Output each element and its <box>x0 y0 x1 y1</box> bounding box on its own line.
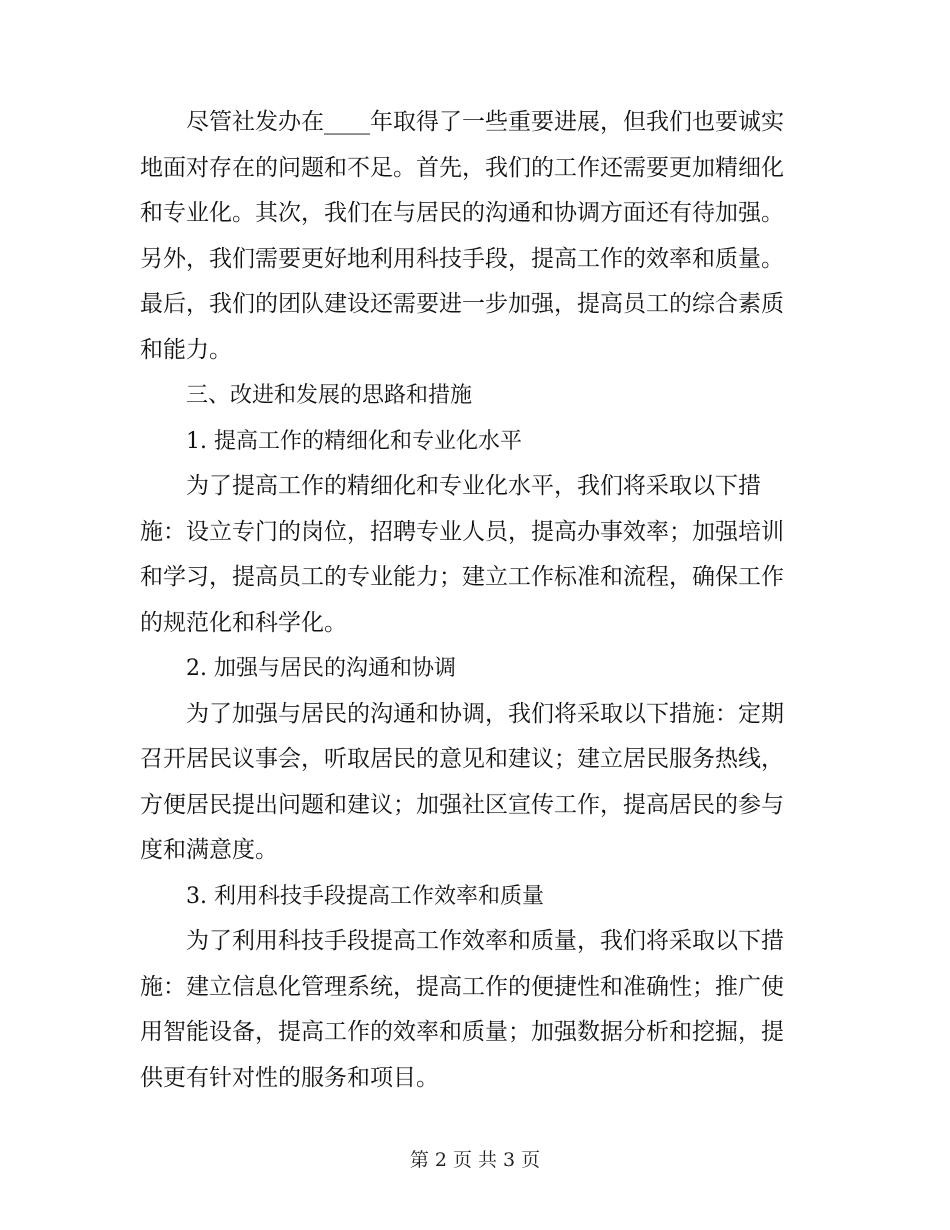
paragraph-measure-2 <box>140 692 800 874</box>
text-line: 为了加强与居民的沟通和协调，我们将采取以下措施：定期 <box>186 700 784 727</box>
document-body <box>140 100 800 1101</box>
text-line: 另外，我们需要更好地利用科技手段，提高工作的效率和质量。 <box>140 245 784 272</box>
text-line: 为了提高工作的精细化和专业化水平，我们将采取以下措 <box>186 473 761 499</box>
text-line: 方便居民提出问题和建议；加强社区宣传工作，提高居民的参与 <box>140 791 784 818</box>
subsection-heading-2: 2. 加强与居民的沟通和协调 <box>186 656 456 681</box>
text-line: 和学习，提高员工的专业能力；建立工作标准和流程，确保工作 <box>140 564 784 590</box>
text-line: 的规范化和科学化。 <box>140 609 347 636</box>
page-footer: 第 2 页 共 3 页 <box>409 1149 541 1171</box>
subsection-heading-1: 1. 提高工作的精细化和专业化水平 <box>186 428 522 454</box>
section-heading: 三、改进和发展的思路和措施 <box>186 383 473 408</box>
text-line: 度和满意度。 <box>140 837 278 863</box>
text-line: 用智能设备，提高工作的效率和质量；加强数据分析和挖掘，提 <box>140 1019 784 1045</box>
text-line: 施：设立专门的岗位，招聘专业人员，提高办事效率；加强培训 <box>140 518 784 545</box>
text-line: 供更有针对性的服务和项目。 <box>140 1064 439 1091</box>
text-line: 地面对存在的问题和不足。首先，我们的工作还需要更加精细化 <box>140 154 784 181</box>
paragraph-measure-3 <box>140 919 800 1101</box>
subsection-heading-3: 3. 利用科技手段提高工作效率和质量 <box>186 883 544 909</box>
text-line: 和专业化。其次，我们在与居民的沟通和协调方面还有待加强。 <box>140 200 784 226</box>
paragraph-measure-1 <box>140 464 800 646</box>
text-line: 和能力。 <box>140 336 232 363</box>
paragraph-problems <box>140 100 800 373</box>
text-line: 施：建立信息化管理系统，提高工作的便捷性和准确性；推广使 <box>140 973 784 1000</box>
text-line: 召开居民议事会，听取居民的意见和建议；建立居民服务热线， <box>140 746 784 772</box>
text-line: 尽管社发办在____年取得了一些重要进展，但我们也要诚实 <box>186 109 784 135</box>
text-line: 为了利用科技手段提高工作效率和质量，我们将采取以下措 <box>186 928 784 954</box>
text-line: 最后，我们的团队建设还需要进一步加强，提高员工的综合素质 <box>140 291 784 317</box>
